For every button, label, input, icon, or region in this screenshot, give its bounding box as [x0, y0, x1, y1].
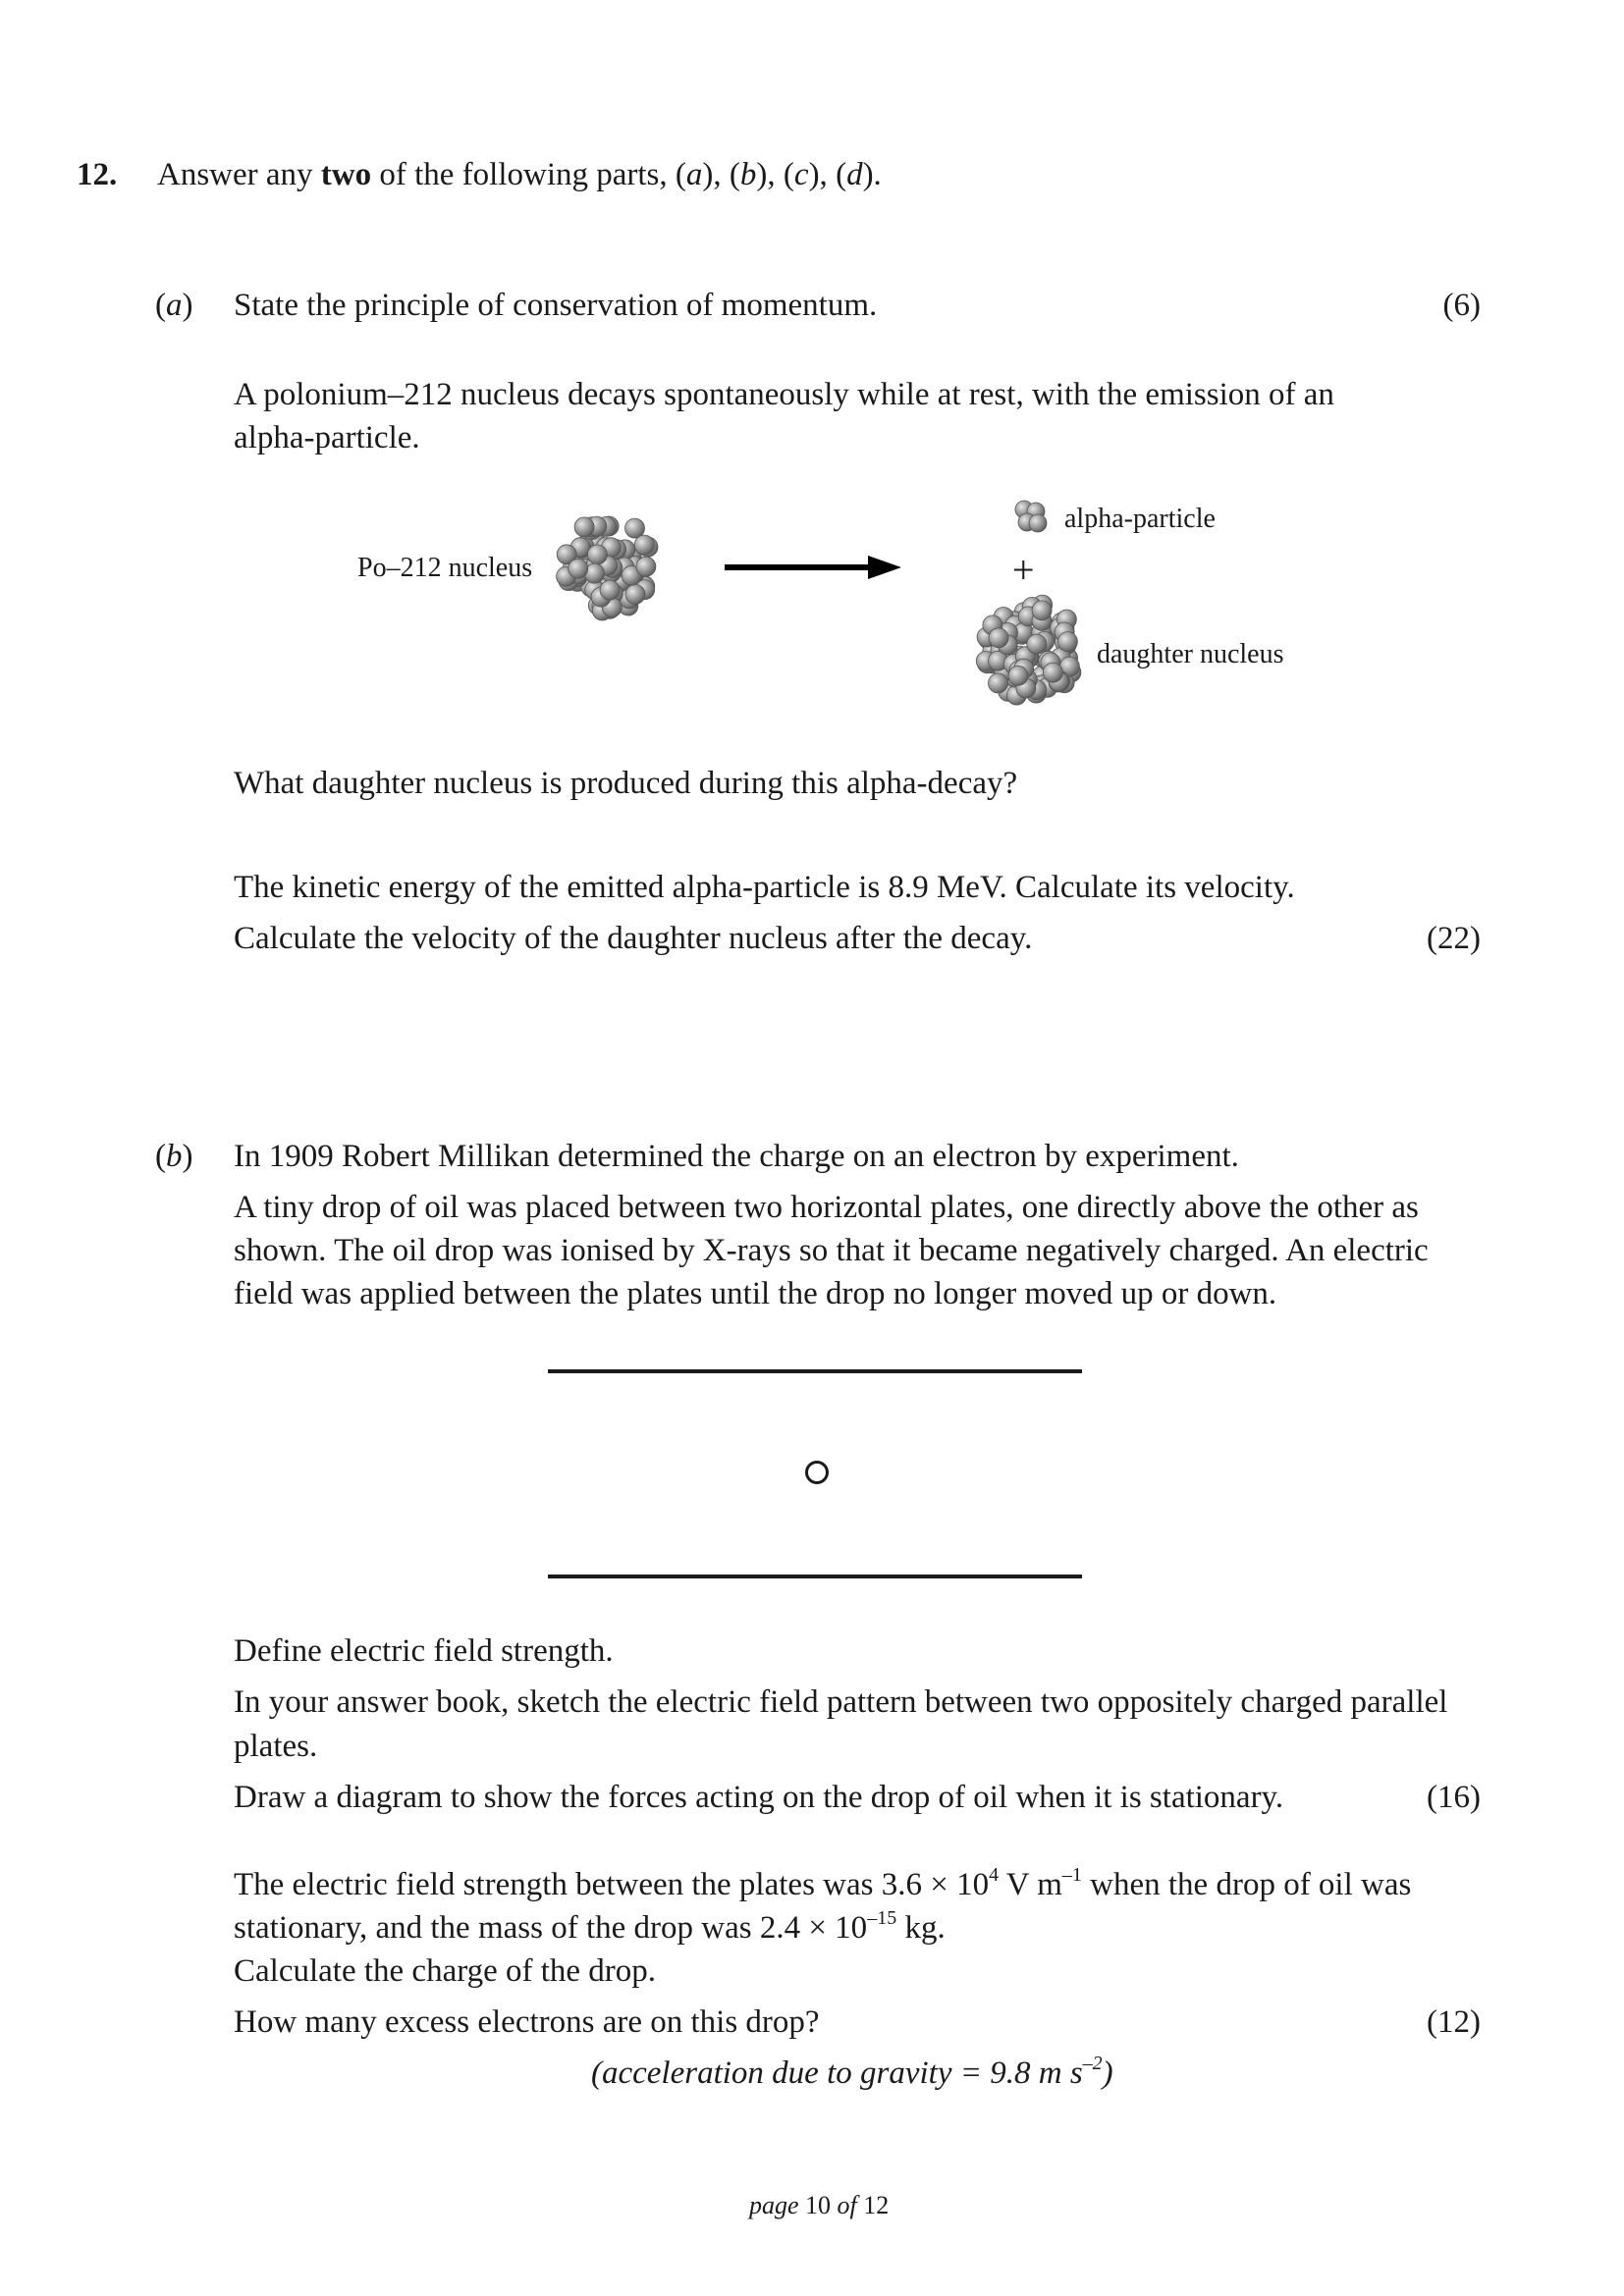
nucleon	[636, 557, 656, 576]
parts-letter-d: (d).	[836, 157, 882, 192]
daughter-label: daughter nucleus	[1097, 639, 1284, 669]
question-number: 12.	[77, 157, 118, 192]
nucleon	[587, 545, 607, 564]
part-b-draw: Draw a diagram to show the forces acting on the drop of oil when it is stationary.	[234, 1780, 1284, 1815]
part-a-question3: Calculate the velocity of the daughter nucleus after the decay.	[234, 921, 1033, 956]
nucleon	[600, 580, 620, 600]
intro-post: of the following parts,	[371, 157, 676, 192]
page-footer: page 10 of 12	[749, 2191, 890, 2219]
part-b-excess: How many excess electrons are on this drop?	[234, 2004, 820, 2040]
nucleon	[989, 628, 1008, 648]
top-plate	[548, 1369, 1082, 1373]
part-a-label: (a)	[155, 288, 193, 323]
alpha-particle-cluster	[1015, 501, 1047, 532]
part-a-marks2: (22)	[1427, 921, 1481, 956]
part-b-para-line1: A tiny drop of oil was placed between two horizontal plates, one directly above the other as	[234, 1190, 1419, 1225]
part-b-label: (b)	[155, 1139, 193, 1174]
part-b-sketch-line2: plates.	[234, 1729, 318, 1764]
nucleon	[989, 673, 1008, 693]
gravity-note: (acceleration due to gravity = 9.8 m $s^{-2}$)	[591, 2053, 1113, 2091]
part-a-question2: The kinetic energy of the emitted alpha-particle is 8.9 MeV. Calculate its velocity.	[234, 870, 1295, 905]
part-a-question1: What daughter nucleus is produced during this alpha-decay?	[234, 766, 1018, 801]
po-212-nucleus	[557, 516, 658, 620]
oil-drop	[805, 1461, 829, 1484]
nucleon	[1027, 634, 1047, 654]
part-b-define: Define electric field strength.	[234, 1633, 614, 1669]
reaction-arrow	[725, 556, 901, 579]
part-b-para-line3: field was applied between the plates until the drop no longer moved up or down.	[234, 1276, 1277, 1311]
plus-sign: +	[1012, 548, 1035, 592]
part-b-field-line: The electric field strength between the plates was $3.6 \times 10^4$ V $m^{-1}$ when the drop of oil was	[234, 1864, 1412, 1902]
nucleon	[634, 535, 654, 555]
nucleon	[1029, 514, 1047, 532]
decay-diagram	[0, 0, 1624, 746]
part-b-marks2: (12)	[1427, 2004, 1481, 2040]
part-a-line1: State the principle of conservation of momentum.	[234, 288, 878, 323]
daughter-nucleus-cluster	[976, 595, 1081, 705]
intro-bold: two	[320, 157, 372, 192]
part-a-para1-line1: A polonium–212 nucleus decays spontaneously while at rest, with the emission of an	[234, 377, 1334, 412]
part-b-line1: In 1909 Robert Millikan determined the charge on an electron by experiment.	[234, 1139, 1239, 1174]
parts-letter-a: (a),	[675, 157, 730, 192]
po-label: Po–212 nucleus	[357, 553, 533, 583]
part-a-marks1: (6)	[1442, 288, 1481, 323]
nucleon	[625, 584, 645, 604]
nucleon	[574, 517, 594, 537]
part-b-calc: Calculate the charge of the drop.	[234, 1953, 657, 1989]
parts-letter-c: (c),	[783, 157, 837, 192]
part-b-mass-line: stationary, and the mass of the drop was $2.4 \times 10^{-15}$ kg.	[234, 1907, 946, 1946]
nucleon	[1057, 632, 1077, 652]
nucleon	[1032, 601, 1052, 620]
nucleon	[1043, 663, 1062, 682]
alpha-label: alpha-particle	[1064, 504, 1216, 534]
part-b-para-line2: shown. The oil drop was ionised by X-rays so that it became negatively charged. An electric	[234, 1233, 1429, 1268]
intro-pre: Answer any	[157, 157, 321, 192]
nucleon	[1008, 666, 1028, 685]
bottom-plate	[548, 1575, 1082, 1578]
nucleon	[568, 559, 588, 578]
part-b-sketch-line1: In your answer book, sketch the electric field pattern between two oppositely charged parallel	[234, 1684, 1448, 1720]
part-b-marks1: (16)	[1427, 1780, 1481, 1815]
parts-letter-b: (b),	[729, 157, 784, 192]
part-a-para1-line2: alpha-particle.	[234, 420, 420, 455]
